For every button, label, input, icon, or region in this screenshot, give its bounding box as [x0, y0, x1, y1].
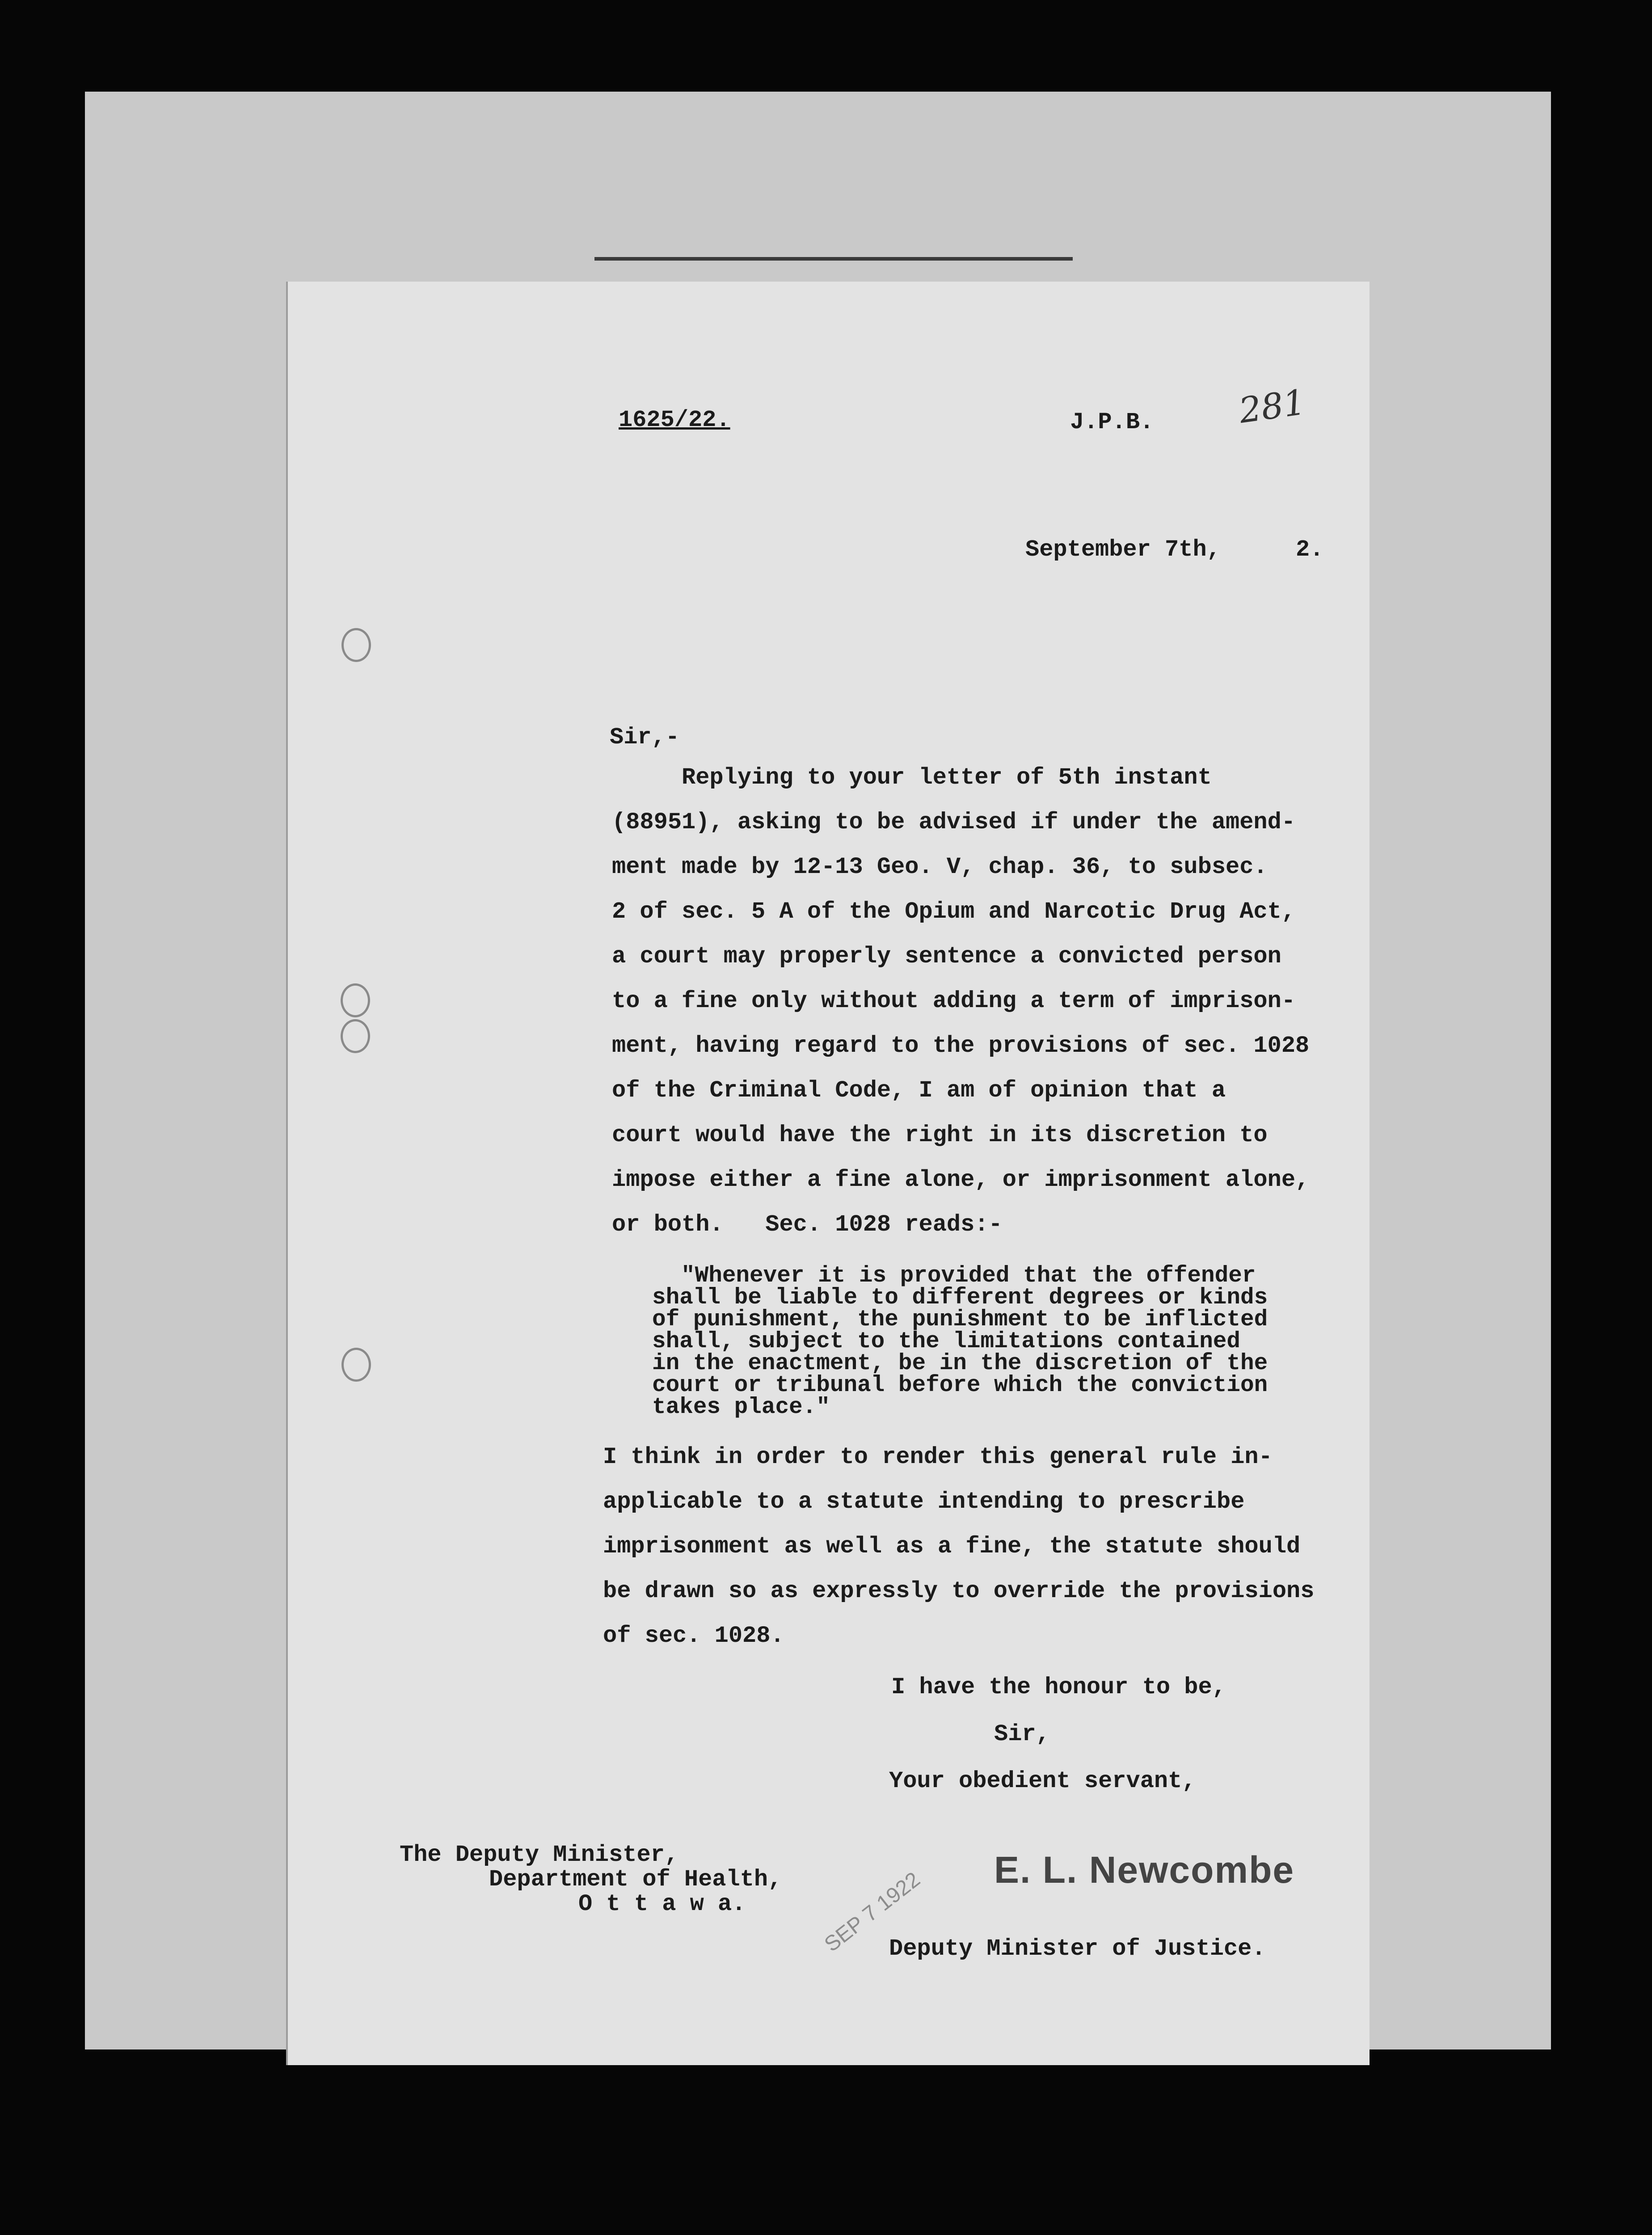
valediction-line: Sir,: [994, 1721, 1050, 1747]
body-line: to a fine only without adding a term of imprison-: [612, 988, 1296, 1014]
quotation-line: court or tribunal before which the conviction: [652, 1373, 1268, 1398]
body-line: or both. Sec. 1028 reads:-: [612, 1211, 1003, 1238]
quotation-line: shall, subject to the limitations contained: [652, 1329, 1241, 1354]
body-line: impose either a fine alone, or imprisonment alone,: [612, 1167, 1310, 1193]
addressee-line: O t t a w a.: [578, 1891, 746, 1917]
body-line: ment, having regard to the provisions of sec. 1028: [612, 1033, 1310, 1059]
closing-line: be drawn so as expressly to override the provisions: [603, 1578, 1315, 1604]
body-line: a court may properly sentence a convicted person: [612, 943, 1281, 970]
punch-hole: [341, 983, 370, 1017]
punch-hole: [341, 1019, 370, 1053]
letter-page: [286, 282, 1370, 2065]
quotation-line: of punishment, the punishment to be inflicted: [652, 1307, 1268, 1333]
addressee-line: Department of Health,: [489, 1866, 782, 1893]
date-stamp: SEP 7 1922: [820, 1868, 925, 1957]
body-line: court would have the right in its discretion to: [612, 1122, 1268, 1148]
body-line: 2 of sec. 5 A of the Opium and Narcotic Drug Act,: [612, 898, 1296, 925]
addressee-line: The Deputy Minister,: [400, 1842, 679, 1868]
closing-line: I think in order to render this general rule in-: [603, 1444, 1273, 1470]
salutation: Sir,-: [610, 724, 680, 751]
punch-hole: [341, 1348, 371, 1382]
backing-sheet-rule: [594, 257, 1073, 261]
signature-stamp: E. L. Newcombe: [994, 1849, 1295, 1891]
closing-line: applicable to a statute intending to prescribe: [603, 1489, 1245, 1515]
page-number-annotation: 281: [1236, 382, 1308, 431]
letter-date-year: 2.: [1296, 536, 1324, 563]
quotation-line: takes place.": [652, 1395, 830, 1420]
body-line: Replying to your letter of 5th instant: [612, 764, 1212, 791]
quotation-line: "Whenever it is provided that the offender: [681, 1263, 1256, 1289]
closing-line: of sec. 1028.: [603, 1623, 784, 1649]
quotation-line: shall be liable to different degrees or kinds: [652, 1285, 1268, 1311]
signer-title: Deputy Minister of Justice.: [889, 1936, 1266, 1962]
writer-initials: J.P.B.: [1070, 409, 1154, 435]
punch-hole: [341, 628, 371, 662]
valediction-line: Your obedient servant,: [889, 1768, 1196, 1794]
letter-date: September 7th,: [1025, 536, 1221, 563]
body-line: (88951), asking to be advised if under the amend-: [612, 809, 1296, 835]
file-reference: 1625/22.: [619, 407, 730, 433]
closing-line: imprisonment as well as a fine, the statute should: [603, 1533, 1301, 1560]
quotation-line: in the enactment, be in the discretion of the: [652, 1351, 1268, 1376]
body-line: of the Criminal Code, I am of opinion that a: [612, 1077, 1226, 1104]
body-line: ment made by 12-13 Geo. V, chap. 36, to subsec.: [612, 854, 1268, 880]
valediction-line: I have the honour to be,: [891, 1674, 1226, 1700]
